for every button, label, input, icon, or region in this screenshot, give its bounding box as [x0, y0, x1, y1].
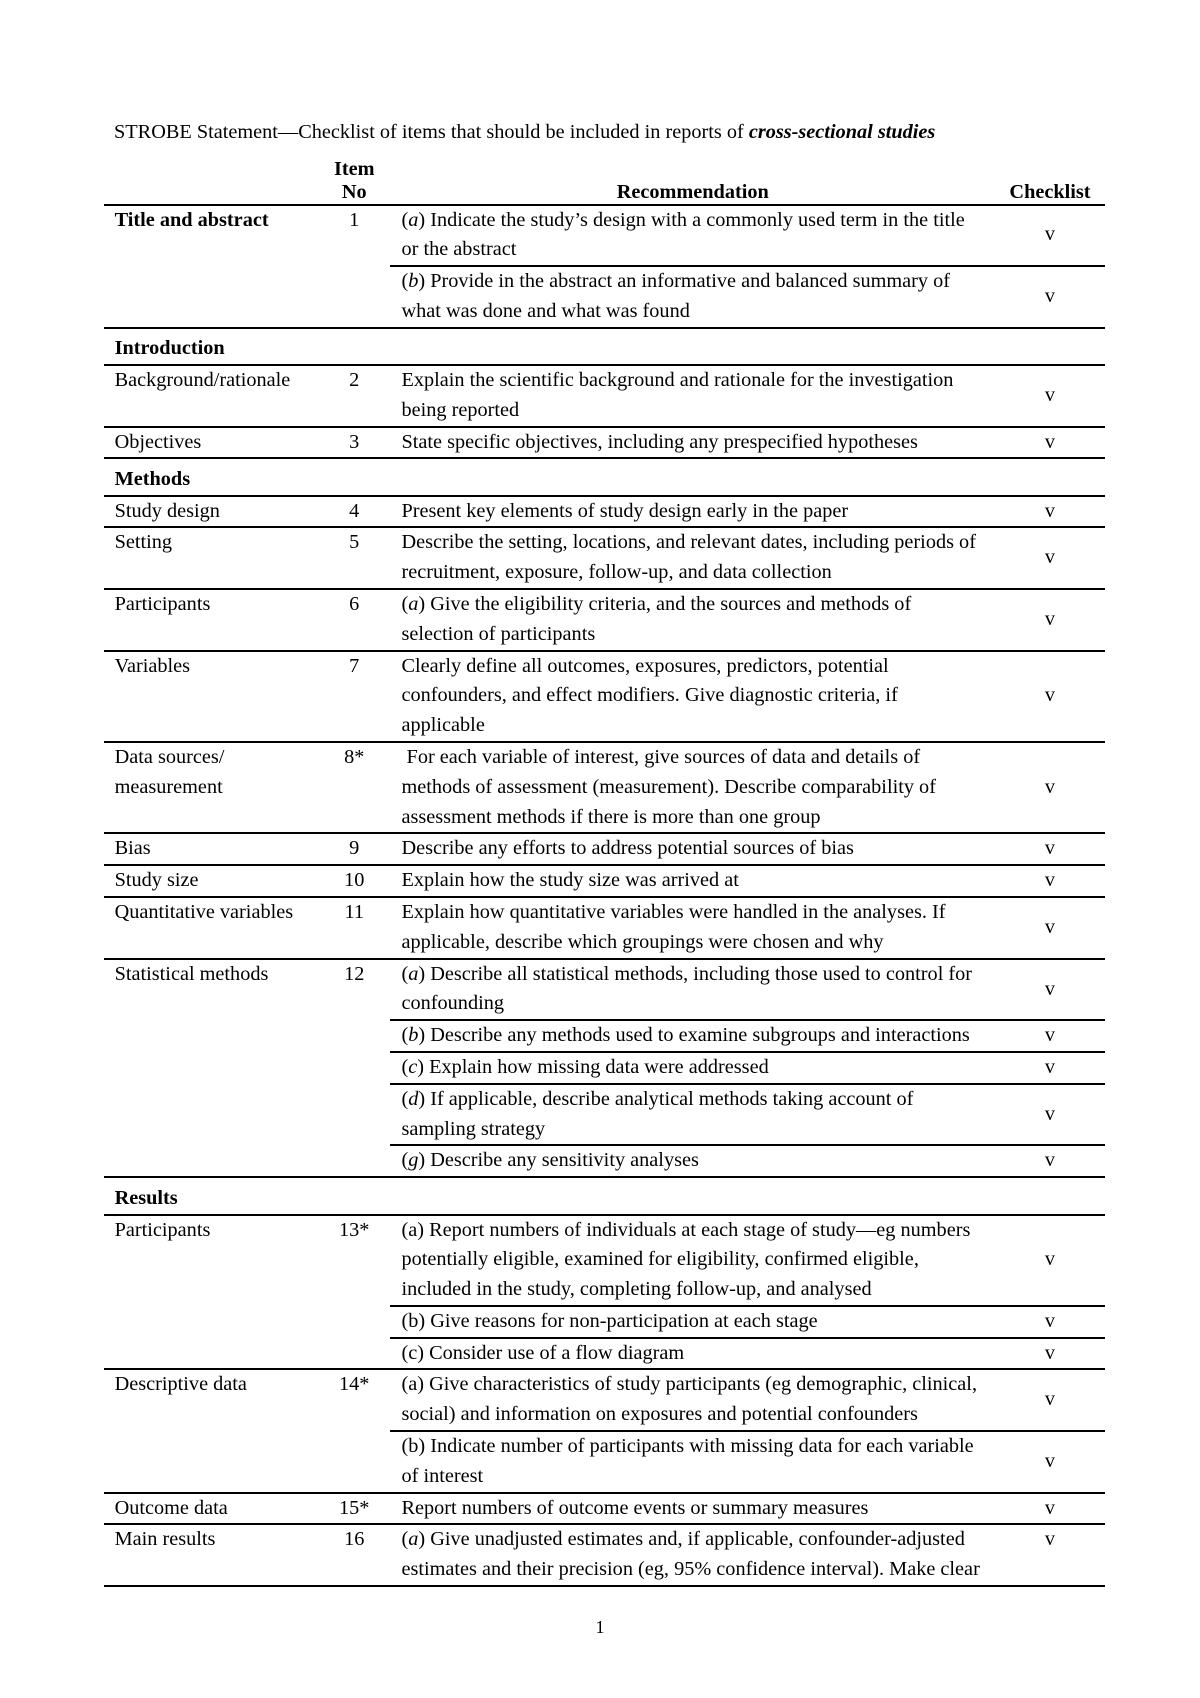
- recommendation: [390, 1215, 995, 1306]
- checklist-mark: v: [995, 833, 1105, 865]
- recommendation: [390, 527, 995, 589]
- item-marker-letter: c: [408, 1056, 418, 1079]
- checklist-mark: v: [995, 1524, 1105, 1586]
- checklist-mark: v: [995, 865, 1105, 897]
- item-topic: Setting: [104, 527, 318, 589]
- checklist-header: [104, 158, 1105, 205]
- item-number: 12: [318, 959, 391, 1178]
- recommendation-line: confounders, and effect modifiers. Give diagnostic criteria, if: [401, 684, 898, 707]
- checklist-row: [104, 205, 1105, 267]
- checklist-row: [104, 865, 1105, 897]
- recommendation-line: (d) If applicable, describe analytical methods taking account of: [401, 1087, 914, 1110]
- item-marker-letter: b: [408, 270, 419, 293]
- item-topic: Data sources/ measurement: [104, 742, 318, 833]
- recommendation-line: assessment methods if there is more than one group: [401, 805, 821, 828]
- item-number: 8*: [318, 742, 391, 833]
- checklist-mark: v: [995, 742, 1105, 833]
- recommendation: [390, 427, 995, 459]
- header-checklist: Checklist: [995, 158, 1105, 205]
- checklist-mark: v: [995, 1145, 1105, 1177]
- checklist-mark: v: [995, 427, 1105, 459]
- recommendation-line: being reported: [401, 398, 520, 421]
- recommendation-line: (a) Give the eligibility criteria, and the sources and methods of: [401, 593, 912, 616]
- item-marker-letter: b: [408, 1024, 419, 1047]
- recommendation-line: Explain how the study size was arrived at: [401, 869, 739, 892]
- checklist-mark: v: [995, 496, 1105, 528]
- item-number: 4: [318, 496, 391, 528]
- item-number: 14*: [318, 1369, 391, 1492]
- recommendation: [390, 897, 995, 959]
- checklist-mark: v: [995, 205, 1105, 267]
- title-prefix: STROBE Statement—Checklist of items that should be included in reports of: [114, 121, 749, 143]
- recommendation: [390, 1020, 995, 1052]
- recommendation-line: Explain the scientific background and rationale for the investigation: [401, 368, 954, 391]
- recommendation: [390, 1306, 995, 1338]
- item-number: 2: [318, 365, 391, 427]
- recommendation-line: of interest: [401, 1464, 484, 1487]
- item-number: 10: [318, 865, 391, 897]
- recommendation-line: methods of assessment (measurement). Describe comparability of: [401, 775, 936, 798]
- item-number: 1: [318, 205, 391, 328]
- recommendation: [390, 1145, 995, 1177]
- recommendation-line: (b) Give reasons for non-participation at each stage: [401, 1309, 818, 1332]
- checklist-mark: v: [995, 1084, 1105, 1146]
- title-study-type: cross-sectional studies: [748, 121, 936, 143]
- recommendation-line: (b) Indicate number of participants with missing data for each variable: [401, 1435, 974, 1458]
- checklist-mark: v: [995, 1369, 1105, 1431]
- recommendation-line: (a) Indicate the study’s design with a commonly used term in the title: [401, 208, 965, 231]
- checklist-mark: v: [995, 266, 1105, 328]
- item-marker-letter: g: [408, 1149, 419, 1172]
- item-topic: Background/rationale: [104, 365, 318, 427]
- checklist-row: [104, 527, 1105, 589]
- item-number: 16: [318, 1524, 391, 1586]
- recommendation-line: potentially eligible, examined for eligibility, confirmed eligible,: [401, 1248, 919, 1271]
- recommendation-line: (b) Provide in the abstract an informative and balanced summary of: [401, 270, 951, 293]
- recommendation-line: (a) Give unadjusted estimates and, if applicable, confounder-adjusted: [401, 1528, 965, 1551]
- checklist-row: [104, 742, 1105, 833]
- item-topic: Study size: [104, 865, 318, 897]
- checklist-row: [104, 1493, 1105, 1525]
- recommendation-line: Describe any efforts to address potential sources of bias: [401, 837, 854, 860]
- recommendation: [390, 266, 995, 328]
- page-number: 1: [595, 1617, 605, 1637]
- recommendation-line: social) and information on exposures and potential confounders: [401, 1403, 918, 1426]
- checklist-row: [104, 365, 1105, 427]
- recommendation: [390, 205, 995, 267]
- recommendation-line: Clearly define all outcomes, exposures, predictors, potential: [401, 654, 889, 677]
- header-row: [104, 158, 1105, 205]
- item-marker-letter: a: [408, 208, 419, 231]
- checklist-row: [104, 427, 1105, 459]
- checklist-row: [104, 897, 1105, 959]
- checklist-mark: v: [995, 959, 1105, 1021]
- checklist-mark: v: [995, 1052, 1105, 1084]
- recommendation-line: what was done and what was found: [401, 299, 690, 322]
- recommendation: [390, 959, 995, 1021]
- checklist-row: [104, 1369, 1105, 1431]
- section-row: [104, 458, 1105, 495]
- recommendation: [390, 365, 995, 427]
- item-number: 13*: [318, 1215, 391, 1370]
- checklist-mark: v: [995, 527, 1105, 589]
- checklist-mark: v: [995, 365, 1105, 427]
- recommendation-line: (g) Describe any sensitivity analyses: [401, 1149, 699, 1172]
- recommendation: [390, 1493, 995, 1525]
- recommendation: [390, 865, 995, 897]
- item-number: 9: [318, 833, 391, 865]
- recommendation: [390, 833, 995, 865]
- item-topic: Descriptive data: [104, 1369, 318, 1492]
- recommendation-line: (a) Describe all statistical methods, including those used to control for: [401, 962, 973, 985]
- checklist-mark: v: [995, 1215, 1105, 1306]
- item-marker-letter: a: [408, 593, 419, 616]
- item-marker-letter: a: [408, 1528, 419, 1551]
- recommendation: [390, 1431, 995, 1493]
- item-number: 15*: [318, 1493, 391, 1525]
- recommendation: [390, 1084, 995, 1146]
- recommendation-line: applicable: [401, 714, 485, 737]
- checklist-mark: v: [995, 589, 1105, 651]
- item-number: 11: [318, 897, 391, 959]
- recommendation-line: Present key elements of study design early in the paper: [401, 499, 849, 522]
- recommendation: [390, 1524, 995, 1586]
- item-marker-letter: d: [408, 1087, 419, 1110]
- section-heading: Methods: [104, 458, 1105, 495]
- checklist-mark: v: [995, 897, 1105, 959]
- recommendation: [390, 651, 995, 742]
- item-topic: Participants: [104, 1215, 318, 1370]
- item-topic: Bias: [104, 833, 318, 865]
- item-marker-letter: a: [408, 962, 419, 985]
- recommendation-line: For each variable of interest, give sources of data and details of: [401, 746, 921, 769]
- recommendation-line: (a) Give characteristics of study participants (eg demographic, clinical,: [401, 1373, 978, 1396]
- recommendation: [390, 589, 995, 651]
- recommendation: [390, 496, 995, 528]
- item-number: 7: [318, 651, 391, 742]
- header-recommendation: Recommendation: [390, 158, 995, 205]
- recommendation: [390, 742, 995, 833]
- checklist-row: [104, 589, 1105, 651]
- item-number: 5: [318, 527, 391, 589]
- checklist-row: [104, 1215, 1105, 1306]
- item-topic: Main results: [104, 1524, 318, 1586]
- checklist-row: [104, 959, 1105, 1021]
- recommendation-line: (b) Describe any methods used to examine subgroups and interactions: [401, 1024, 970, 1047]
- recommendation: [390, 1052, 995, 1084]
- recommendation-line: estimates and their precision (eg, 95% confidence interval). Make clear: [401, 1558, 980, 1581]
- recommendation-line: Report numbers of outcome events or summary measures: [401, 1496, 869, 1519]
- checklist-mark: v: [995, 1493, 1105, 1525]
- section-heading: Results: [104, 1177, 1105, 1214]
- recommendation-line: Describe the setting, locations, and relevant dates, including periods of: [401, 531, 976, 554]
- item-topic: Quantitative variables: [104, 897, 318, 959]
- checklist-mark: v: [995, 1020, 1105, 1052]
- section-row: [104, 328, 1105, 365]
- item-topic: Variables: [104, 651, 318, 742]
- checklist-mark: v: [995, 651, 1105, 742]
- recommendation-line: (c) Consider use of a flow diagram: [401, 1341, 685, 1364]
- item-topic: Objectives: [104, 427, 318, 459]
- checklist-row: [104, 833, 1105, 865]
- checklist-mark: v: [995, 1306, 1105, 1338]
- section-row: [104, 1177, 1105, 1214]
- recommendation-line: or the abstract: [401, 238, 517, 261]
- recommendation-line: Explain how quantitative variables were handled in the analyses. If: [401, 901, 946, 924]
- recommendation-line: recruitment, exposure, follow-up, and data collection: [401, 561, 832, 584]
- recommendation-line: (a) Report numbers of individuals at each stage of study—eg numbers: [401, 1218, 971, 1241]
- recommendation-line: State specific objectives, including any prespecified hypotheses: [401, 430, 918, 453]
- checklist-row: [104, 651, 1105, 742]
- header-topic-blank: [104, 158, 318, 205]
- recommendation-line: confounding: [401, 992, 504, 1015]
- recommendation: [390, 1369, 995, 1431]
- item-number: 6: [318, 589, 391, 651]
- recommendation-line: (c) Explain how missing data were addressed: [401, 1056, 769, 1079]
- checklist-body: [104, 205, 1105, 1587]
- recommendation-line: applicable, describe which groupings were chosen and why: [401, 930, 884, 953]
- recommendation-line: sampling strategy: [401, 1117, 546, 1140]
- item-topic: Study design: [104, 496, 318, 528]
- checklist-mark: v: [995, 1431, 1105, 1493]
- item-number: 3: [318, 427, 391, 459]
- item-topic: Statistical methods: [104, 959, 318, 1178]
- item-topic: Participants: [104, 589, 318, 651]
- recommendation-line: selection of participants: [401, 622, 596, 645]
- header-item-no: Item No: [318, 158, 391, 205]
- item-topic: Outcome data: [104, 1493, 318, 1525]
- recommendation-line: included in the study, completing follow-up, and analysed: [401, 1278, 872, 1301]
- recommendation: [390, 1338, 995, 1370]
- document-title: [114, 117, 935, 147]
- checklist-table: [104, 158, 1105, 1588]
- checklist-mark: v: [995, 1338, 1105, 1370]
- item-topic: Title and abstract: [104, 205, 318, 328]
- section-heading: Introduction: [104, 328, 1105, 365]
- checklist-row: [104, 1524, 1105, 1586]
- checklist-row: [104, 496, 1105, 528]
